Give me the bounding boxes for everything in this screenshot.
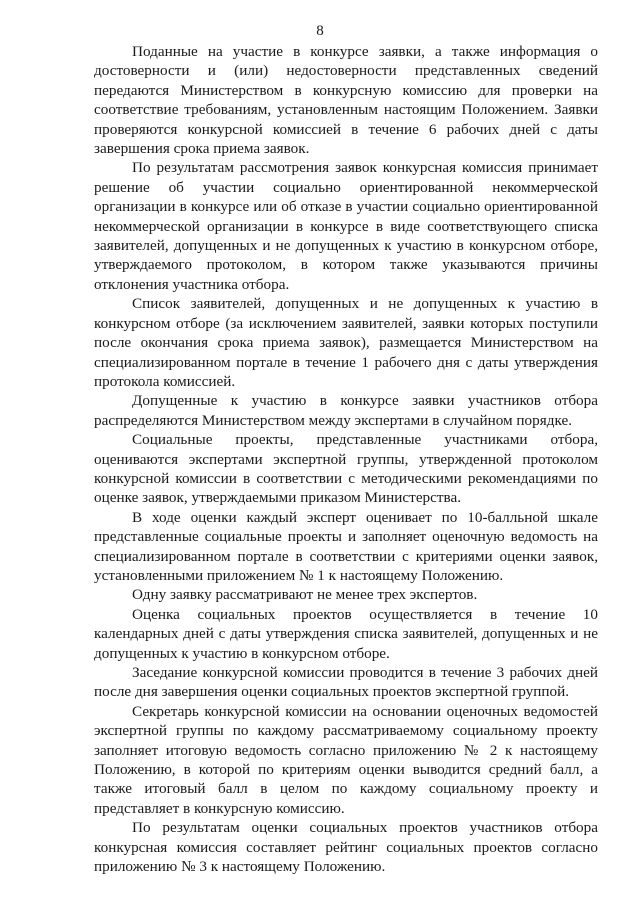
paragraph-secretary-summary: Секретарь конкурсной комиссии на основании оценочных ведомостей экспертной группы по каждому рассматриваемому социальному проекту заполняет итоговую ведомость согласно приложению № 2 к настоящему Положению, в которой по критериям оценки выводится средний балл, а также итоговый балл в целом по каждому социальному проекту и представляет в конкурсную комиссию. bbox=[94, 702, 598, 817]
paragraph-applicants-list: Список заявителей, допущенных и не допущенных к участию в конкурсном отборе (за исключением заявителей, заявки которых поступили после окончания срока приема заявок), размещается Министерством на специализированном портале в течение 1 рабочего дня с даты утверждения протокола комиссией. bbox=[94, 295, 598, 390]
document-body bbox=[94, 42, 598, 876]
paragraph-evaluation-period: Оценка социальных проектов осуществляется в течение 10 календарных дней с даты утверждения списка заявителей, допущенных и не допущенных к участию в конкурсном отборе. bbox=[94, 605, 598, 662]
paragraph-expert-scoring: В ходе оценки каждый эксперт оценивает по 10-балльной шкале представленные социальные проекты и заполняет оценочную ведомость на специализированном портале в соответствии с критериями оценки заявок, установленными приложением № 1 к настоящему Положению. bbox=[94, 508, 598, 584]
paragraph-experts-per-application: Одну заявку рассматривают не менее трех экспертов. bbox=[132, 586, 478, 604]
paragraph-commission-meeting: Заседание конкурсной комиссии проводится в течение 3 рабочих дней после дня завершения оценки социальных проектов экспертной группой. bbox=[94, 664, 598, 701]
paragraph-distribution-to-experts: Допущенные к участию в конкурсе заявки участников отбора распределяются Министерством между экспертами в случайном порядке. bbox=[94, 392, 598, 429]
paragraph-projects-evaluation: Социальные проекты, представленные участниками отбора, оцениваются экспертами экспертной группы, утвержденной протоколом конкурсной комиссии в соответствии с методическими рекомендациями по оценке заявок, утверждаемыми приказом Министерства. bbox=[94, 431, 598, 507]
paragraph-rating: По результатам оценки социальных проектов участников отбора конкурсная комиссия составляет рейтинг социальных проектов согласно приложению № 3 к настоящему Положению. bbox=[94, 819, 598, 876]
page-number: 8 bbox=[316, 23, 324, 39]
paragraph-applications-transfer: Поданные на участие в конкурсе заявки, а также информация о достоверности и (или) недостоверности представленных сведений передаются Министерством в конкурсную комиссию для проверки на соответствие требованиям, установленным настоящим Положением. Заявки проверяются конкурсной комиссией в течение 6 рабочих дней с даты завершения срока приема заявок. bbox=[94, 43, 598, 158]
paragraph-commission-decision: По результатам рассмотрения заявок конкурсная комиссия принимает решение об участии социально ориентированной некоммерческой организации в конкурсе или об отказе в участии социально ориентированной некоммерческой организации в конкурсе в виде соответствующего списка заявителей, допущенных и не допущенных к участию в конкурсном отборе, утверждаемого протоколом, в котором также указываются причины отклонения участника отбора. bbox=[94, 159, 598, 293]
